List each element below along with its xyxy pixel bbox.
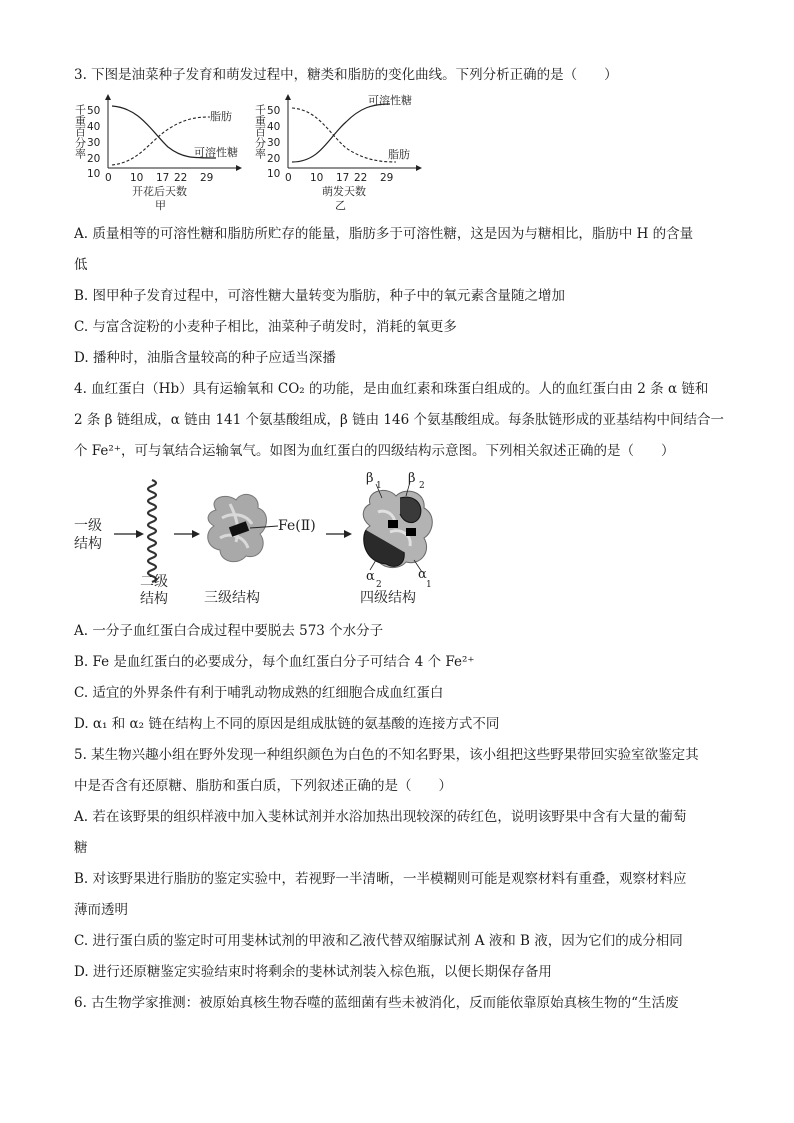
primary-label-1: 一级 [74, 518, 102, 534]
fe-label: Fe(Ⅱ) [278, 518, 316, 534]
svg-text:10: 10 [87, 168, 101, 180]
sugar-label: 可溶性糖 [368, 94, 412, 107]
tertiary-structure-icon [208, 494, 267, 561]
q4-stem-1: 4. 血红蛋白（Hb）具有运输氧和 CO₂ 的功能，是由血红素和珠蛋白组成的。人的血红蛋白由 2 条 α 链和 [74, 381, 709, 397]
sugar-curve [292, 104, 390, 162]
q4-option-b: B. Fe 是血红蛋白的必要成分，每个血红蛋白分子可结合 4 个 Fe²⁺ [74, 654, 475, 670]
q3-option-b: B. 图甲种子发育过程中，可溶性糖大量转变为脂肪，种子中的氧元素含量随之增加 [74, 288, 566, 304]
alpha1-subscript: 1 [426, 580, 432, 590]
svg-text:17: 17 [156, 172, 170, 184]
caption-yi: 乙 [335, 199, 346, 212]
svg-text:40: 40 [267, 121, 281, 133]
svg-text:50: 50 [267, 105, 281, 117]
q4-option-c: C. 适宜的外界条件有利于哺乳动物成熟的红细胞合成血红蛋白 [74, 685, 444, 701]
alpha-helix-icon [148, 480, 156, 582]
svg-text:10: 10 [267, 168, 281, 180]
q5-stem-2: 中是否含有还原糖、脂肪和蛋白质，下列叙述正确的是（ ） [74, 778, 452, 794]
q5-option-a-cont: 糖 [74, 840, 88, 856]
svg-text:10: 10 [130, 172, 144, 184]
secondary-label-1: 二级 [140, 574, 168, 590]
tertiary-label: 三级结构 [204, 590, 260, 606]
y-ticks [267, 105, 280, 180]
figure-yi [250, 92, 430, 214]
q4-option-a: A. 一分子血红蛋白合成过程中要脱去 573 个水分子 [74, 623, 384, 639]
svg-text:30: 30 [87, 137, 101, 149]
q5-stem-1: 5. 某生物兴趣小组在野外发现一种组织颜色为白色的不知名野果，该小组把这些野果带回实验室欲鉴定其 [74, 747, 699, 763]
primary-label-2: 结构 [74, 536, 102, 552]
svg-text:30: 30 [267, 137, 281, 149]
q5-option-a: A. 若在该野果的组织样液中加入斐林试剂并水浴加热出现较深的砖红色，说明该野果中含有大量的葡萄 [74, 809, 687, 825]
svg-text:22: 22 [174, 172, 188, 184]
fat-label: 脂肪 [388, 148, 410, 161]
q6-stem: 6. 古生物学家推测：被原始真核生物吞噬的蓝细菌有些未被消化，反而能依靠原始真核生物的“生活废 [74, 995, 679, 1011]
x-axis-label: 开花后天数 [132, 185, 187, 198]
svg-text:17: 17 [336, 172, 350, 184]
q3-option-c: C. 与富含淀粉的小麦种子相比，油菜种子萌发时，消耗的氧更多 [74, 319, 457, 335]
svg-text:29: 29 [200, 172, 214, 184]
beta2-label: β [408, 471, 416, 486]
secondary-label-2: 结构 [140, 591, 168, 607]
alpha2-label: α [366, 569, 375, 584]
beta1-label: β [366, 471, 374, 486]
svg-text:20: 20 [267, 153, 281, 165]
q5-option-b-cont: 薄而透明 [74, 902, 128, 918]
q4-stem-3: 个 Fe²⁺，可与氧结合运输氧气。如图为血红蛋白的四级结构示意图。下列相关叙述正确的是（ ） [74, 443, 675, 459]
q3-option-a-cont: 低 [74, 257, 88, 273]
x-axis-label: 萌发天数 [322, 185, 366, 198]
svg-text:0: 0 [285, 172, 292, 184]
fat-label: 脂肪 [210, 110, 232, 123]
q3-stem: 3. 下图是油菜种子发育和萌发过程中，糖类和脂肪的变化曲线。下列分析正确的是（ ） [74, 67, 618, 83]
quaternary-structure-icon [363, 482, 432, 572]
y-axis-label: 千重百分率 [253, 104, 267, 159]
x-ticks [105, 172, 213, 184]
q4-option-d: D. α₁ 和 α₂ 链在结构上不同的原因是组成肽链的氨基酸的连接方式不同 [74, 716, 500, 732]
svg-text:50: 50 [87, 105, 101, 117]
caption-jia: 甲 [155, 199, 166, 212]
beta1-subscript: 1 [376, 481, 382, 491]
svg-text:22: 22 [354, 172, 368, 184]
svg-text:10: 10 [310, 172, 324, 184]
svg-text:20: 20 [87, 153, 101, 165]
q3-option-d: D. 播种时，油脂含量较高的种子应适当深播 [74, 350, 336, 366]
y-ticks [87, 105, 100, 180]
sugar-label: 可溶性糖 [194, 146, 238, 159]
q5-option-b: B. 对该野果进行脂肪的鉴定实验中，若视野一半清晰，一半模糊则可能是观察材料有重叠，观察材料应 [74, 871, 687, 887]
quaternary-label: 四级结构 [360, 590, 416, 606]
q5-option-c: C. 进行蛋白质的鉴定时可用斐林试剂的甲液和乙液代替双缩脲试剂 A 液和 B 液，因为它们的成分相同 [74, 933, 683, 949]
fat-curve [292, 108, 396, 162]
svg-text:0: 0 [105, 172, 112, 184]
beta2-subscript: 2 [419, 481, 425, 491]
svg-text:40: 40 [87, 121, 101, 133]
hemoglobin-figure [70, 468, 450, 610]
q4-stem-2: 2 条 β 链组成，α 链由 141 个氨基酸组成，β 链由 146 个氨基酸组成。每条肽链形成的亚基结构中间结合一 [74, 412, 724, 428]
alpha1-label: α [418, 567, 427, 582]
alpha2-subscript: 2 [376, 580, 382, 590]
figure-jia [70, 92, 250, 214]
x-ticks [285, 172, 393, 184]
q3-option-a: A. 质量相等的可溶性糖和脂肪所贮存的能量，脂肪多于可溶性糖，这是因为与糖相比，脂肪中 H 的含量 [74, 226, 694, 242]
q5-option-d: D. 进行还原糖鉴定实验结束时将剩余的斐林试剂装入棕色瓶，以便长期保存备用 [74, 964, 552, 980]
svg-text:29: 29 [380, 172, 394, 184]
y-axis-label: 千重百分率 [73, 104, 87, 159]
